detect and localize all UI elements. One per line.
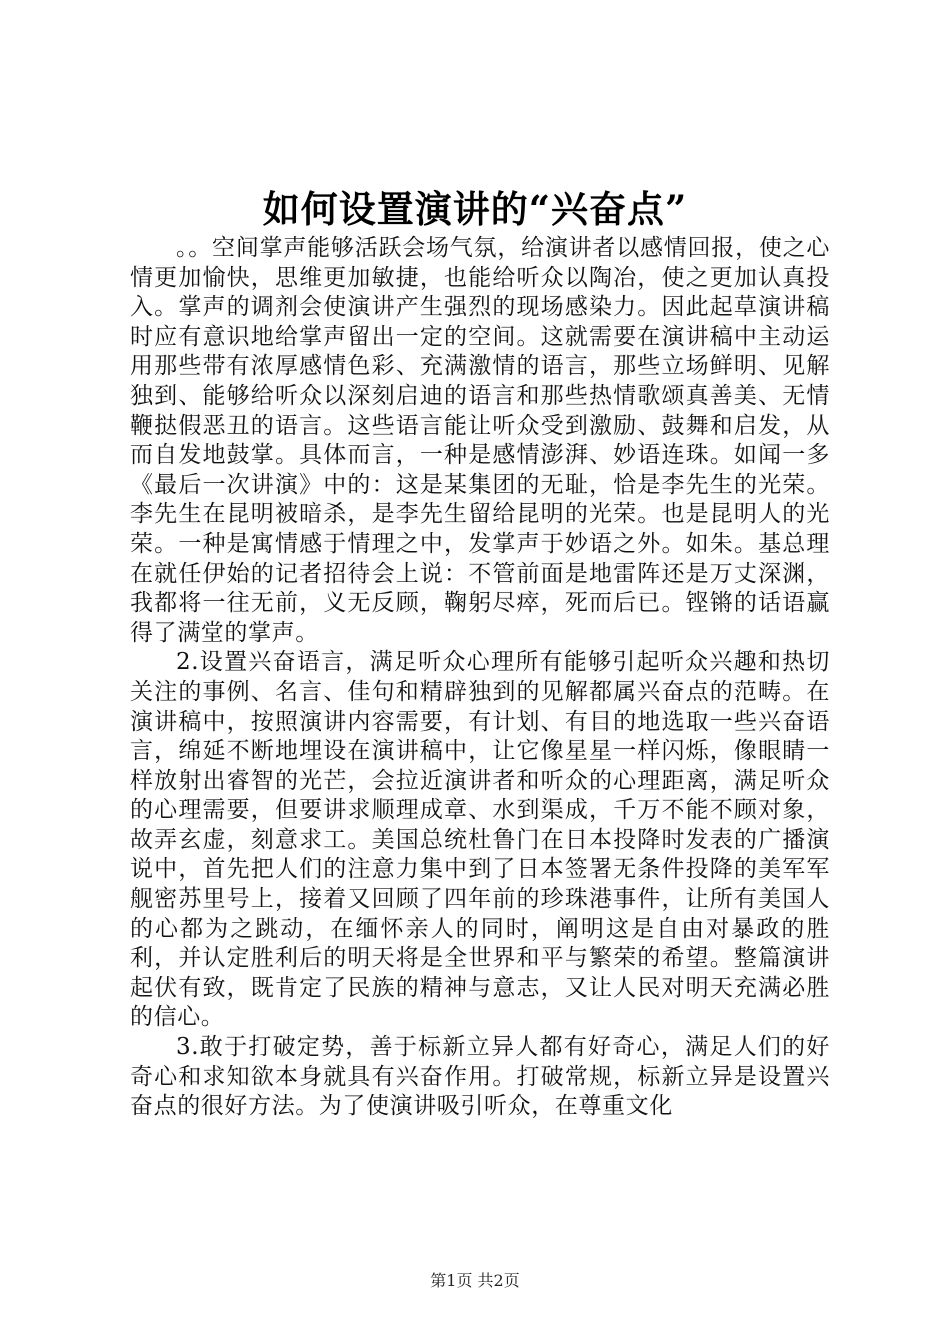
page-footer: 第1页 共2页 [430,1271,520,1290]
document-body [130,234,830,1122]
paragraph-1: 。。空间掌声能够活跃会场气氛，给演讲者以感情回报，使之心情更加愉快，思维更加敏捷，也能给听众以陶冶，使之更加认真投入。掌声的调剂会使演讲产生强烈的现场感染力。因此起草演讲稿时应有意识地给掌声留出一定的空间。这就需要在演讲稿中主动运用那些带有浓厚感情色彩、充满激情的语言，那些立场鲜明、见解独到、能够给听众以深刻启迪的语言和那些热情歌颂真善美、无情鞭挞假恶丑的语言。这些语言能让听众受到激励、鼓舞和启发，从而自发地鼓掌。具体而言，一种是感情澎湃、妙语连珠。如闻一多《最后一次讲演》中的：这是某集团的无耻，恰是李先生的光荣。李先生在昆明被暗杀，是李先生留给昆明的光荣。也是昆明人的光荣。一种是寓情感于情理之中，发掌声于妙语之外。如朱。基总理在就任伊始的记者招待会上说：不管前面是地雷阵还是万丈深渊，我都将一往无前，义无反顾，鞠躬尽瘁，死而后已。铿锵的话语赢得了满堂的掌声。 [130,235,830,646]
paragraph-3: 3.敢于打破定势，善于标新立异人都有好奇心，满足人们的好奇心和求知欲本身就具有兴奋作用。打破常规，标新立异是设置兴奋点的很好方法。为了使演讲吸引听众，在尊重文化 [130,1034,830,1120]
page-title: 如何设置演讲的“兴奋点” [262,187,688,231]
paragraph-2: 2.设置兴奋语言，满足听众心理所有能够引起听众兴趣和热切关注的事例、名言、佳句和精辟独到的见解都属兴奋点的范畴。在演讲稿中，按照演讲内容需要，有计划、有目的地选取一些兴奋语言，绵延不断地埋设在演讲稿中，让它像星星一样闪烁，像眼睛一样放射出睿智的光芒，会拉近演讲者和听众的心理距离，满足听众的心理需要，但要讲求顺理成章、水到渠成，千万不能不顾对象，故弄玄虚，刻意求工。美国总统杜鲁门在日本投降时发表的广播演说中，首先把人们的注意力集中到了日本签署无条件投降的美军军舰密苏里号上，接着又回顾了四年前的珍珠港事件，让所有美国人的心都为之跳动，在缅怀亲人的同时，阐明这是自由对暴政的胜利，并认定胜利后的明天将是全世界和平与繁荣的希望。整篇演讲起伏有致，既肯定了民族的精神与意志，又让人民对明天充满必胜的信心。 [130,649,830,1031]
